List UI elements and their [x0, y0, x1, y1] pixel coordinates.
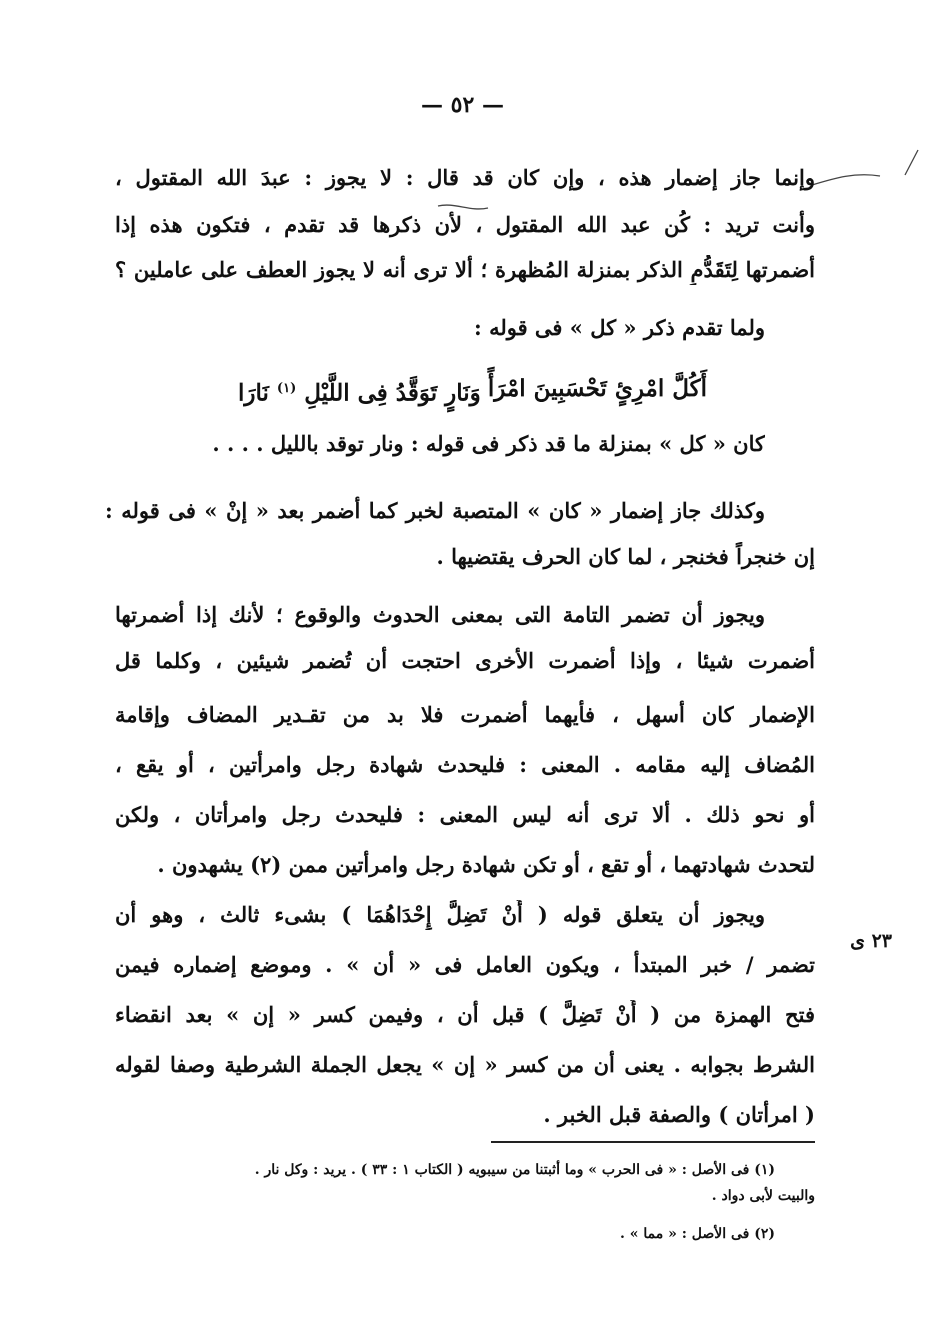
footnote-1-line-1	[115, 1158, 775, 1182]
verse-hemistich-left-text: وَنَارٍ تَوَقَّدُ فِى اللَّيْلِ	[304, 379, 481, 407]
body-line: ولما تقدم ذكر « كل » فى قوله :	[474, 315, 765, 340]
footnote-1-text: فى الأصل : « فى الحرب » وما أثبتنا من سيبويه ( الكتاب ١ : ٣٣ ) . يريد : وكل نار .	[254, 1162, 750, 1178]
body-line: الإضمار كان أسهل ، فأيهما أضمرت فلا بد من تقـدير المضاف وإقامة	[115, 702, 815, 727]
body-line: لتحدث شهادتهما ، أو تقع ، أو تكن شهادة رجل وامرأتين ممن (٢) يشهدون .	[157, 852, 815, 877]
body-line: ويجوز أن تضمر التامة التى بمعنى الحدوث والوقوع ؛ لأنك إذا أضمرتها	[115, 602, 765, 627]
body-line: المُضاف إليه مقامه . المعنى : فليحدث شهادة رجل وامرأتين ، أو يقع ،	[115, 752, 815, 777]
footnote-2	[115, 1222, 775, 1246]
body-line: وكذلك جاز إضمار « كان » المتصبة لخبر كما أضمر بعد « إنْ » فى قوله :	[105, 498, 765, 523]
body-line: أضمرت شيئا ، وإذا أضمرت الأخرى احتجت أن تُضمر شيئين ، وكلما قل	[115, 648, 815, 673]
footnote-2-text: فى الأصل : « مما » .	[619, 1226, 750, 1242]
footnote-1-number: (١)	[754, 1162, 775, 1178]
pen-stroke-mark	[0, 0, 925, 240]
footnote-1-line-2: والبيت لأبى دواد .	[711, 1188, 815, 1204]
margin-note: ٢٣ ى	[850, 930, 892, 952]
body-line: ( امرأتان ) والصفة قبل الخبر .	[543, 1102, 815, 1127]
footnote-ref: (١)	[276, 381, 297, 396]
footnote-divider	[491, 1141, 815, 1143]
body-line: وأنت تريد : كُن عبد الله المقتول ، لأن ذكرها قد تقدم ، فتكون هذه إذا	[115, 212, 815, 237]
body-line: فتح الهمزة من ( أَنْ تَضِلَّ ) قبل أن ، وفيمن كسر « إن » بعد انقضاء	[115, 1002, 815, 1027]
page-number: — ٥٢ —	[421, 92, 504, 118]
verse-hemistich-left-end: نَارَا	[238, 379, 269, 407]
verse-hemistich-left	[238, 372, 481, 406]
body-line: تضمر / خبر المبتدأ ، ويكون العامل فى « أن » . وموضع إضماره فيمن	[115, 952, 815, 977]
verse-hemistich-right: أَكُلَّ امْرِئٍ تَحْسَبِينَ امْرَأً	[487, 375, 707, 402]
body-line: إن خنجراً فخنجر ، لما كان الحرف يقتضيها .	[436, 544, 815, 569]
body-line: وإنما جاز إضمار هذه ، وإن كان قد قال : لا يجوز : عبدَ الله المقتول ،	[115, 165, 815, 190]
body-line: ويجوز أن يتعلق قوله ( أَنْ تَضِلَّ إِحْدَاهُمَا ) بشىء ثالث ، وهو أن	[115, 902, 765, 927]
body-line: كان « كل » بمنزلة ما قد ذكر فى قوله : ونار توقد بالليل . . . .	[212, 431, 765, 456]
body-line: أضمرتها لِتَقَدُّمِ الذكر بمنزلة المُظهرة ؛ ألا ترى أنه لا يجوز العطف على عاملين ؟	[115, 257, 815, 282]
body-line: أو نحو ذلك . ألا ترى أنه ليس المعنى : فليحدث رجل وامرأتان ، ولكن	[115, 802, 815, 827]
footnote-2-number: (٢)	[754, 1226, 775, 1242]
body-line: الشرط بجوابه . يعنى أن من كسر « إن » يجعل الجملة الشرطية وصفا لقوله	[115, 1052, 815, 1077]
